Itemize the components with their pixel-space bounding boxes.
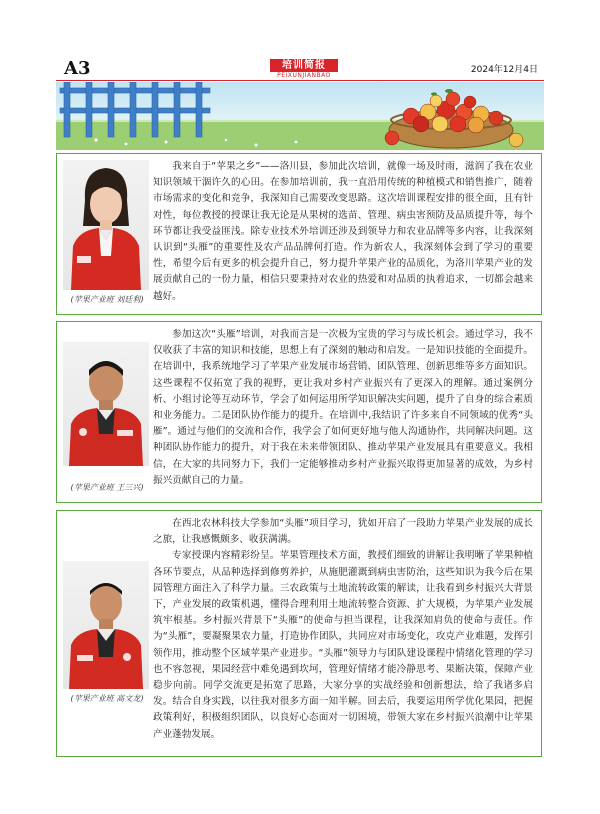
testimonial-text bbox=[153, 327, 533, 489]
person-avatar-icon bbox=[63, 160, 149, 290]
testimonial-card-2 bbox=[56, 321, 542, 503]
page-number: A3 bbox=[64, 58, 91, 79]
page-header bbox=[56, 58, 544, 80]
issue-date: 2024年12月4日 bbox=[470, 65, 538, 75]
testimonial-card-1 bbox=[56, 153, 542, 315]
person-avatar-icon bbox=[63, 342, 149, 466]
banner-illustration bbox=[56, 82, 544, 150]
photo-caption: (苹果产业班 高文龙) bbox=[70, 694, 144, 703]
portrait-photo bbox=[63, 561, 149, 689]
testimonial-card-3 bbox=[56, 510, 542, 757]
person-avatar-icon bbox=[63, 561, 149, 689]
header-divider bbox=[56, 80, 544, 81]
testimonial-text bbox=[153, 516, 533, 743]
portrait-photo bbox=[63, 342, 149, 466]
masthead-title: 培训简报 bbox=[270, 59, 338, 72]
paragraph: 参加这次“头雁”培训，对我而言是一次极为宝贵的学习与成长机会。通过学习，我不仅收获了丰富的知识和技能，思想上有了深刻的触动和启发。一是知识技能的全面提升。在培训中，我系统地学习了苹果产业发展市场营销、团队管理、创新思维等多方面知识。这些课程不仅拓宽了我的视野，更让我对乡村产业振兴有了更深入的理解。通过案例分析、小组讨论等互动环节，学会了如何运用所学知识解决实问题，提升了自身的综合素质和业务能力。二是团队协作能力的提升。在培训中,我结识了许多来自不同领域的优秀“头雁”。通过与他们的交流和合作，我学会了如何更好地与他人沟通协作，共同解决问题。这种团队协作能力的提升，对于我在未来带领团队、推动苹果产业发展具有重要意义。我相信，在大家的共同努力下，我们一定能够推动乡村产业振兴取得更加显著的成效，为乡村振兴贡献自己的力量。 bbox=[153, 329, 533, 486]
testimonial-text bbox=[153, 159, 533, 305]
paragraph: 在西北农林科技大学参加“头雁”项目学习，犹如开启了一段助力苹果产业发展的成长之旅，让我感慨颇多、收获满满。 bbox=[153, 518, 533, 546]
paragraph: 我来自于“苹果之乡”——洛川县，参加此次培训，就像一场及时雨，滋润了我在农业知识领域干涸许久的心田。在参加培训前，我一直沿用传统的种植模式和销售推广，随着市场需求的变化和竞争，我深知自己需要改变思路。这次培训课程安排的很全面，且有针对性，每位教授的授课让我无论是从果树的选苗、管理、病虫害预防及品质提升等，每个环节都让我受益匪浅。除专业技术外培训还涉及到领导力和农业品牌等多内容，让我深刻认识到“头雁”的重要性及农产品品牌何打造。作为新农人，我深刻体会到了学习的重要性，希望今后有更多的机会提升自己，努力提升苹果产业的品质化，为洛川苹果产业的发展贡献自己的一份力量，相信只要秉持对农业的热爱和对品质的执着追求，一切都会越来越好。 bbox=[153, 161, 533, 302]
paragraph: 专家授课内容精彩纷呈。苹果管理技术方面，教授们细致的讲解让我明晰了苹果种植各环节要点，从品种选择到修剪养护，从施肥灌溉到病虫害防治，这些知识为我今后在果园管理方面注入了科学力量。三农政策与土地流转政策的解读，让我看到乡村振兴大背景下，产业发展的政策机遇，懂得合理利用土地流转整合资源、扩大规模，为苹果产业发展筑牢根基。乡村振兴背景下“头雁”的使命与担当课程，让我深知肩负的使命与责任。作为“头雁”，要凝聚果农力量，打造协作团队，共同应对市场变化，攻克产业难题，发挥引领作用，推动整个区域苹果产业进步。“头雁”领导力与团队建设课程中情绪化管理的学习也不容忽视，果园经营中难免遇到坎坷，管理好情绪才能冷静思考、果断决策，保障产业稳步向前。同学交流更是拓宽了思路，大家分享的实战经验和创新想法，给了我诸多启发。结合自身实践，以往我对很多方面一知半解。回去后，我要运用所学优化果园，把握政策利好，积极组织团队，以良好心态面对一切困境，带领大家在乡村振兴浪潮中让苹果产业蓬勃发展。 bbox=[153, 550, 533, 740]
fence-and-apples-illustration bbox=[56, 82, 544, 150]
portrait-photo bbox=[63, 160, 149, 290]
photo-caption: (苹果产业班 刘廷利) bbox=[70, 295, 144, 304]
photo-caption: (苹果产业班 王三兴) bbox=[70, 483, 144, 492]
masthead-pinyin: PEIXUNJIANBAO bbox=[277, 72, 331, 79]
